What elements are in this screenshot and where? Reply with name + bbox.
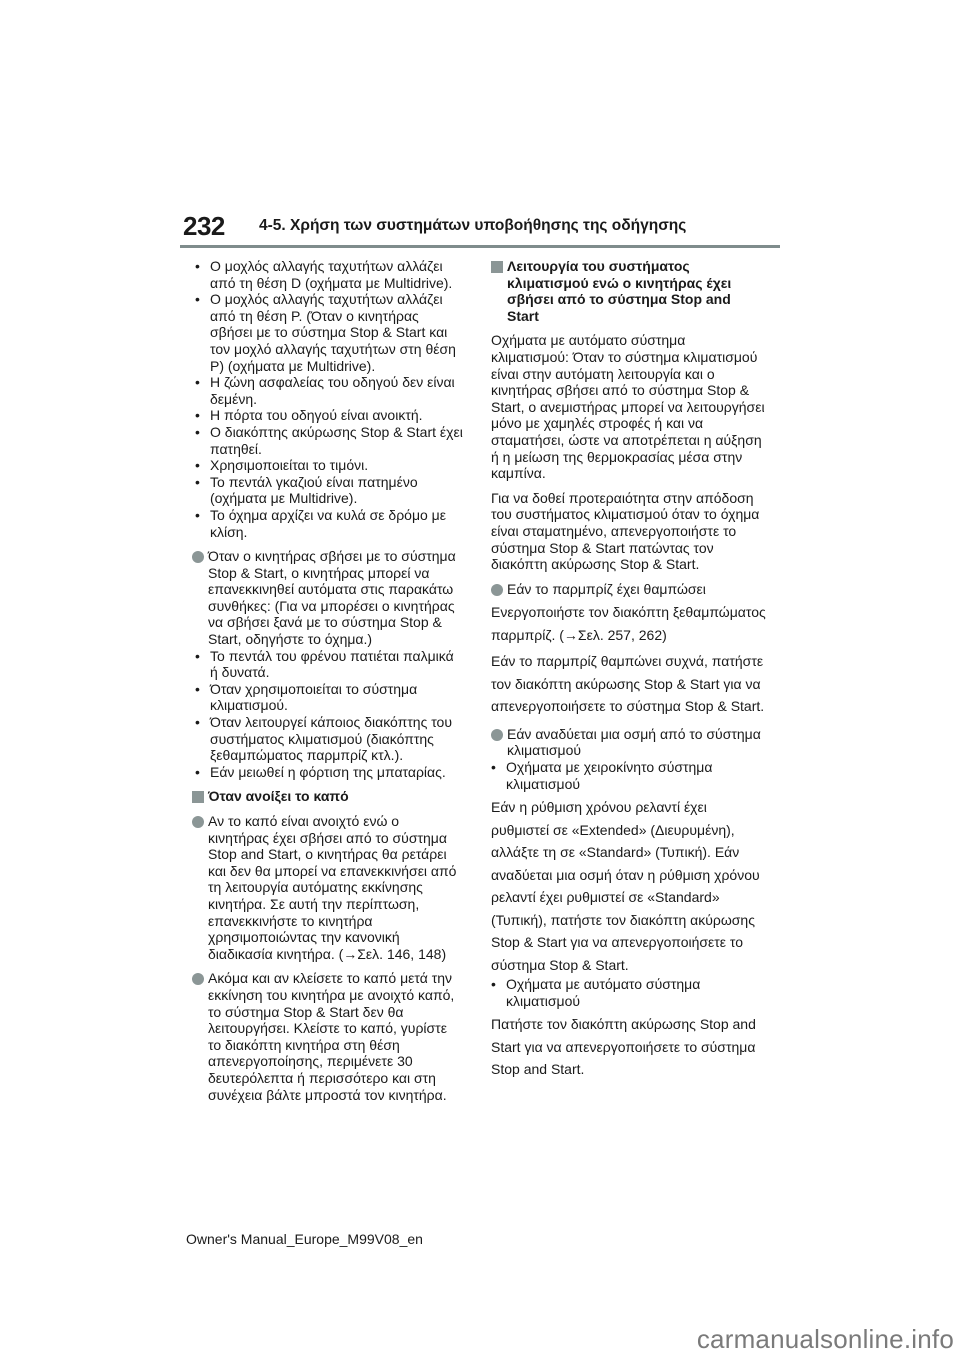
watermark: carmanualsonline.info: [696, 1324, 954, 1354]
list-item: • Το όχημα αρχίζει να κυλά σε δρόμο με κλίση.: [195, 506, 446, 540]
square-marker-icon: [491, 261, 503, 273]
bullet-icon: •: [195, 647, 200, 664]
list-item: • Ο μοχλός αλλαγής ταχυτήτων αλλάζει από τη θέση D (οχήματα με Multidrive).: [195, 258, 453, 291]
circle-marker-icon: [192, 973, 204, 985]
ac-section-heading: Λειτουργία του συστήματος κλιματισμού ενώ ο κινητήρας έχει σβήσει από το σύστημα Stop and Start: [491, 258, 766, 324]
list-item: • Όταν λειτουργεί κάποιος διακόπτης του συστήματος κλιματισμού (διακόπτης ξεθαμπώματος παρμπρίζ κτλ.).: [195, 714, 452, 764]
left-column: [195, 258, 463, 1103]
header-divider: [180, 245, 780, 248]
hood-note: Αν το καπό είναι ανοιχτό ενώ ο κινητήρας έχει σβήσει από το σύστημα Stop and Start, ο κινητήρας θα ρετάρει και δεν θα μπορεί να επανεκκινήσει από τη λειτουργία αυτόματης εκκίνησης κινητήρα. Σε αυτή την περίπτωση, επανεκκινήστε το κινητήρα χρησιμοποιώντας την κανονική διαδικασία κινητήρα. (→Σελ. 146, 148): [192, 813, 463, 962]
bullet-icon: •: [195, 407, 200, 424]
list-item: • Οχήματα με χειροκίνητο σύστημα κλιματισμού: [491, 758, 713, 792]
ac-paragraph: Οχήματα με αυτόματο σύστημα κλιματισμού: Όταν το σύστημα κλιματισμού είναι στην αυτόματη λειτουργία και ο κινητήρας σβήσει από το σύστημα Stop & Start, ο ανεμιστήρας μπορεί να λειτουργήσει μόνο με χαμηλές στροφές ή και να σταματήσει, ώστε να αποτρέπεται η αύξηση ή η μείωση της θερμοκρασίας μέσα στην καμπίνα.: [491, 332, 765, 482]
list-item: • Όταν χρησιμοποιείται το σύστημα κλιματισμού.: [195, 680, 418, 714]
fog-paragraph: Εάν το παρμπρίζ θαμπώνει συχνά, πατήστε τον διακόπτη ακύρωσης Stop & Start για να απενεργοποιήσετε το σύστημα Stop & Start.: [491, 653, 765, 715]
page-number: 232: [183, 211, 225, 241]
bullet-icon: •: [195, 291, 200, 308]
bullet-icon: •: [195, 473, 200, 490]
bullet-icon: •: [195, 506, 200, 523]
restart-note: Όταν ο κινητήρας σβήσει με το σύστημα Stop & Start, ο κινητήρας μπορεί να επανεκκινηθεί αυτόματα στις παρακάτω συνθήκες: (Για να μπορέσει ο κινητήρας να σβήσει ξανά με το σύστημα Stop & Start, οδηγήστε το όχημα.): [192, 548, 463, 648]
footer-manual-id: Owner's Manual_Europe_M99V08_en: [186, 1231, 423, 1247]
square-marker-icon: [192, 791, 204, 803]
list-item: • Το πεντάλ γκαζιού είναι πατημένο (οχήματα με Multidrive).: [195, 473, 418, 507]
section-title: 4-5. Χρήση των συστημάτων υποβοήθησης της οδήγησης: [259, 217, 687, 234]
list-item: • Ο διακόπτης ακύρωσης Stop & Start έχει πατηθεί.: [195, 423, 463, 457]
bullet-icon: •: [195, 680, 200, 697]
circle-marker-icon: [491, 729, 503, 741]
right-column: [491, 258, 766, 1081]
bullet-icon: •: [195, 258, 200, 274]
odor-note: Εάν αναδύεται μια οσμή από το σύστημα κλιματισμού: [491, 726, 766, 759]
fog-note: Εάν το παρμπρίζ έχει θαμπώσει: [491, 581, 766, 598]
bullet-icon: •: [195, 457, 200, 474]
odor-paragraph: Εάν η ρύθμιση χρόνου ρελαντί έχει ρυθμιστεί σε «Extended» (Διευρυμένη), αλλάξτε τη σε «Standard» (Τυπική). Εάν αναδύεται μια οσμή όταν η ρύθμιση χρόνου ρελαντί έχει ρυθμιστεί σε «Standard» (Τυπική), πατήστε τον διακόπτη ακύρωσης Stop & Start για να απενεργοποιήσετε το σύστημα Stop & Start.: [491, 799, 760, 973]
list-item: • Το πεντάλ του φρένου πατιέται παλμικά ή δυνατά.: [195, 647, 454, 681]
odor-paragraph: Πατήστε τον διακόπτη ακύρωσης Stop and Start για να απενεργοποιήσετε το σύστημα Stop and Start.: [491, 1016, 756, 1078]
hood-note: Ακόμα και αν κλείσετε το καπό μετά την εκκίνηση του κινητήρα με ανοιχτό καπό, το σύστημα Stop & Start δεν θα λειτουργήσει. Κλείστε το καπό, γυρίστε το διακόπτη κινητήρα στη θέση απενεργοποίησης, περιμένετε 30 δευτερόλεπτα ή περισσότερο και στη συνέχεια βάλτε μπροστά τον κινητήρα.: [192, 970, 463, 1103]
bullet-icon: •: [195, 423, 200, 440]
bullet-icon: •: [491, 758, 496, 775]
bullet-icon: •: [491, 976, 496, 993]
list-item: • Οχήματα με αυτόματο σύστημα κλιματισμού: [491, 976, 701, 1009]
fog-paragraph: Ενεργοποιήστε τον διακόπτη ξεθαμπώματος παρμπρίζ. (→Σελ. 257, 262): [491, 604, 766, 643]
bullet-icon: •: [195, 714, 200, 731]
list-item: • Ο μοχλός αλλαγής ταχυτήτων αλλάζει από τη θέση P. (Όταν ο κινητήρας σβήσει με το σύστημα Stop & Start και τον μοχλό αλλαγής ταχυτήτων στη θέση P) (οχήματα με Multidrive).: [195, 291, 456, 374]
ac-paragraph: Για να δοθεί προτεραιότητα στην απόδοση του συστήματος κλιματισμού όταν το όχημα είναι σταματημένο, απενεργοποιήστε το σύστημα Stop & Start πατώντας τον διακόπτη ακύρωσης Stop & Start.: [491, 489, 760, 573]
circle-marker-icon: [192, 816, 204, 828]
list-item: • Η ζώνη ασφαλείας του οδηγού δεν είναι δεμένη.: [195, 374, 455, 407]
circle-marker-icon: [491, 584, 503, 596]
bullet-icon: •: [195, 763, 200, 780]
hood-section-heading: Όταν ανοίξει το καπό: [192, 788, 463, 805]
list-item: • Εάν μειωθεί η φόρτιση της μπαταρίας.: [195, 763, 446, 780]
circle-marker-icon: [192, 551, 204, 563]
bullet-icon: •: [195, 374, 200, 391]
list-item: • Χρησιμοποιείται το τιμόνι.: [195, 457, 369, 474]
list-item: • Η πόρτα του οδηγού είναι ανοικτή.: [195, 407, 423, 424]
